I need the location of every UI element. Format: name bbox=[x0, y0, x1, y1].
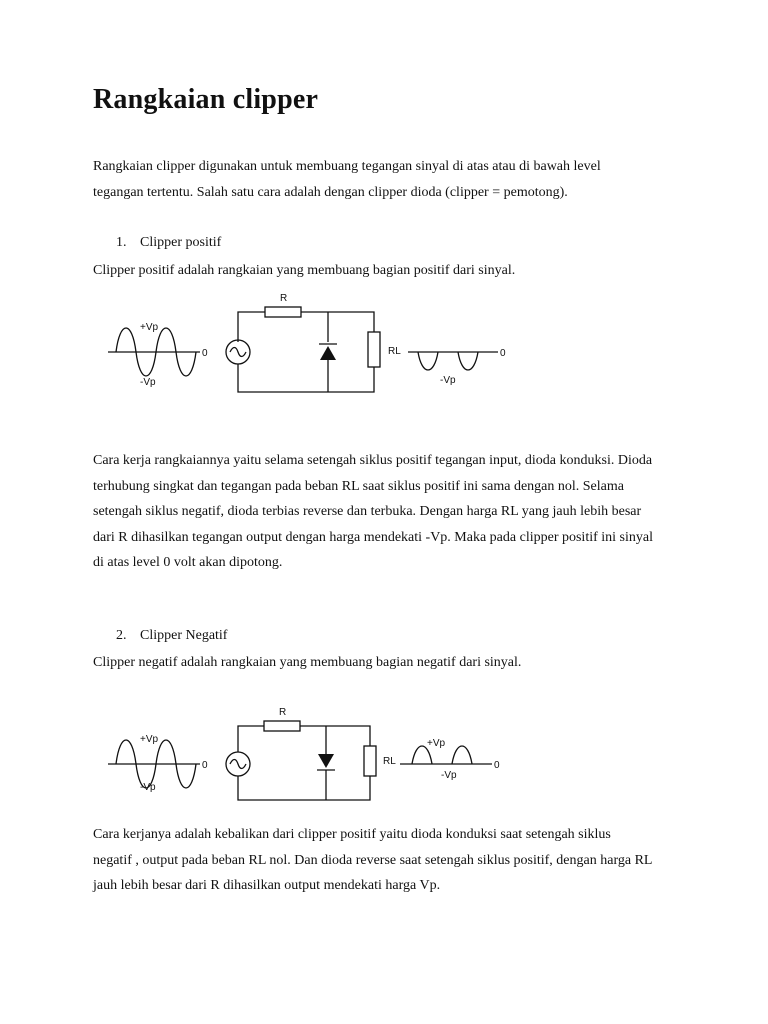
output-bottom-label: -Vp bbox=[440, 375, 456, 386]
input-top-label: +Vp bbox=[140, 734, 159, 745]
section-description: Clipper positif adalah rangkaian yang membuang bagian positif dari sinyal. bbox=[93, 263, 516, 278]
load-label: RL bbox=[383, 756, 396, 767]
input-zero-label: 0 bbox=[202, 348, 208, 359]
page-title: Rangkaian clipper bbox=[93, 84, 319, 115]
output-waveform bbox=[400, 738, 500, 781]
input-zero-label: 0 bbox=[202, 760, 208, 771]
load-resistor-rl bbox=[368, 332, 380, 367]
diode-icon bbox=[318, 754, 334, 768]
explanation-paragraph: Cara kerja rangkaiannya yaitu selama setengah siklus positif tegangan input, dioda konduksi. Dioda terhubung singkat dan tegangan pada beban RL saat siklus positif ini sama dengan nol. Selama setengah siklus negatif, dioda terbias reverse dan terbuka. Dengan harga RL yang jauh lebih besar dari R dihasilkan tegangan output dengan harga mendekati -Vp. Maka pada clipper positif ini sinyal di atas level 0 volt akan dipotong. bbox=[93, 453, 653, 570]
section-description: Clipper negatif adalah rangkaian yang membuang bagian negatif dari sinyal. bbox=[93, 655, 522, 670]
list-item-clipper-negatif bbox=[116, 628, 227, 644]
output-bottom-label: -Vp bbox=[441, 770, 457, 781]
resistor-r bbox=[265, 307, 301, 317]
resistor-r bbox=[264, 721, 300, 731]
clipper-positif-diagram bbox=[100, 290, 520, 400]
circuit bbox=[226, 707, 396, 800]
diode-icon bbox=[320, 346, 336, 360]
load-resistor-rl bbox=[364, 746, 376, 776]
input-bottom-label: -Vp bbox=[140, 782, 156, 793]
output-zero-label: 0 bbox=[500, 348, 506, 359]
output-top-label: +Vp bbox=[427, 738, 446, 749]
list-item-clipper-positif bbox=[116, 235, 221, 251]
clipper-negatif-diagram bbox=[100, 704, 520, 814]
list-heading: Clipper positif bbox=[140, 235, 222, 250]
input-waveform bbox=[108, 322, 208, 388]
input-top-label: +Vp bbox=[140, 322, 159, 333]
explanation-paragraph: Cara kerjanya adalah kebalikan dari clipper positif yaitu dioda konduksi saat setengah siklus negatif , output pada beban RL nol. Dan dioda reverse saat setengah siklus positif, dengan harga RL jauh lebih besar dari R dihasilkan output mendekati harga Vp. bbox=[93, 827, 652, 893]
intro-paragraph: Rangkaian clipper digunakan untuk membuang tegangan sinyal di atas atau di bawah level tegangan tertentu. Salah satu cara adalah dengan clipper dioda (clipper = pemotong). bbox=[93, 159, 601, 200]
input-waveform bbox=[108, 734, 208, 793]
list-number: 1. bbox=[116, 235, 127, 250]
output-zero-label: 0 bbox=[494, 760, 500, 771]
list-heading: Clipper Negatif bbox=[140, 628, 228, 643]
output-waveform bbox=[408, 348, 506, 386]
resistor-label: R bbox=[280, 293, 288, 304]
list-number: 2. bbox=[116, 628, 127, 643]
resistor-label: R bbox=[279, 707, 287, 718]
circuit bbox=[226, 293, 401, 392]
input-bottom-label: -Vp bbox=[140, 377, 156, 388]
load-label: RL bbox=[388, 346, 401, 357]
